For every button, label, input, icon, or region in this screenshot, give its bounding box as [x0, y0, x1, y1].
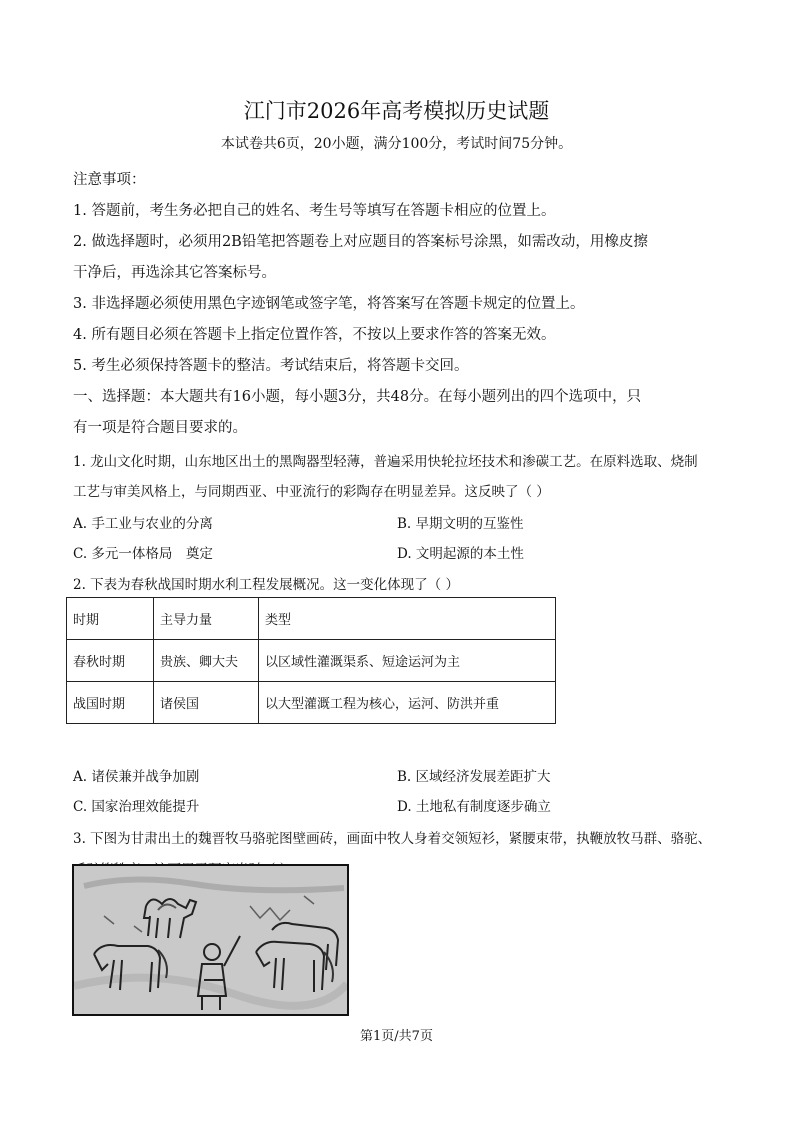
note-item: 2. 做选择题时，必须用2B铅笔把答题卷上对应题目的答案标号涂黑，如需改动，用橡皮擦	[73, 234, 648, 250]
q2-option-a: A. 诸侯兼并战争加剧	[73, 769, 200, 785]
note-item: 4. 所有题目必须在答题卡上指定位置作答，不按以上要求作答的答案无效。	[73, 327, 556, 343]
question-3-stem: 3. 下图为甘肃出土的魏晋牧马骆驼图壁画砖，画面中牧人身着交领短衫，紧腰束带，执鞭放牧马群、骆驼、	[73, 831, 712, 847]
note-item: 1. 答题前，考生务必把自己的姓名、考生号等填写在答题卡相应的位置上。	[73, 203, 556, 219]
mural-brick-image	[72, 864, 349, 1016]
table-row	[67, 682, 556, 724]
table-header-cell: 主导力量	[154, 598, 259, 640]
table-cell: 以区域性灌溉渠系、短途运河为主	[259, 640, 556, 682]
note-item: 干净后，再选涂其它答案标号。	[73, 265, 276, 281]
note-item: 3. 非选择题必须使用黑色字迹钢笔或签字笔，将答案写在答题卡规定的位置上。	[73, 296, 585, 312]
page-title: 江门市2026年高考模拟历史试题	[243, 99, 550, 123]
question-2-stem: 2. 下表为春秋战国时期水利工程发展概况。这一变化体现了（ ）	[73, 577, 459, 593]
page-footer: 第1页/共7页	[360, 1029, 433, 1044]
table-row	[67, 640, 556, 682]
table-cell: 以大型灌溉工程为核心，运河、防洪并重	[259, 682, 556, 724]
table-header-cell: 类型	[259, 598, 556, 640]
note-item: 5. 考生必须保持答题卡的整洁。考试结束后，将答题卡交回。	[73, 358, 469, 374]
question-1-stem: 1. 龙山文化时期，山东地区出土的黑陶器型轻薄，普遍采用快轮拉坯技术和渗碳工艺。在原料选取、烧制	[73, 454, 698, 470]
q2-option-b: B. 区域经济发展差距扩大	[397, 769, 551, 785]
table-header-cell: 时期	[67, 598, 154, 640]
q1-option-a: A. 手工业与农业的分离	[73, 516, 213, 532]
q1-option-d: D. 文明起源的本土性	[397, 546, 524, 562]
water-works-table	[66, 597, 556, 724]
table-cell: 贵族、卿大夫	[154, 640, 259, 682]
q1-option-c: C. 多元一体格局 奠定	[73, 546, 213, 562]
table-header-row	[67, 598, 556, 640]
notes-heading: 注意事项：	[73, 172, 146, 188]
section-heading: 一、选择题：本大题共有16小题，每小题3分，共48分。在每小题列出的四个选项中，只	[73, 389, 642, 405]
table-cell: 诸侯国	[154, 682, 259, 724]
herding-scene-illustration	[74, 866, 347, 1014]
q1-option-b: B. 早期文明的互鉴性	[397, 516, 524, 532]
question-1-stem-cont: 工艺与审美风格上，与同期西亚、中亚流行的彩陶存在明显差异。这反映了（ ）	[73, 484, 550, 500]
table-cell: 春秋时期	[67, 640, 154, 682]
table-cell: 战国时期	[67, 682, 154, 724]
section-heading-cont: 有一项是符合题目要求的。	[73, 420, 247, 436]
exam-info: 本试卷共6页，20小题，满分100分，考试时间75分钟。	[220, 136, 573, 152]
q2-option-c: C. 国家治理效能提升	[73, 799, 200, 815]
q2-option-d: D. 土地私有制度逐步确立	[397, 799, 551, 815]
